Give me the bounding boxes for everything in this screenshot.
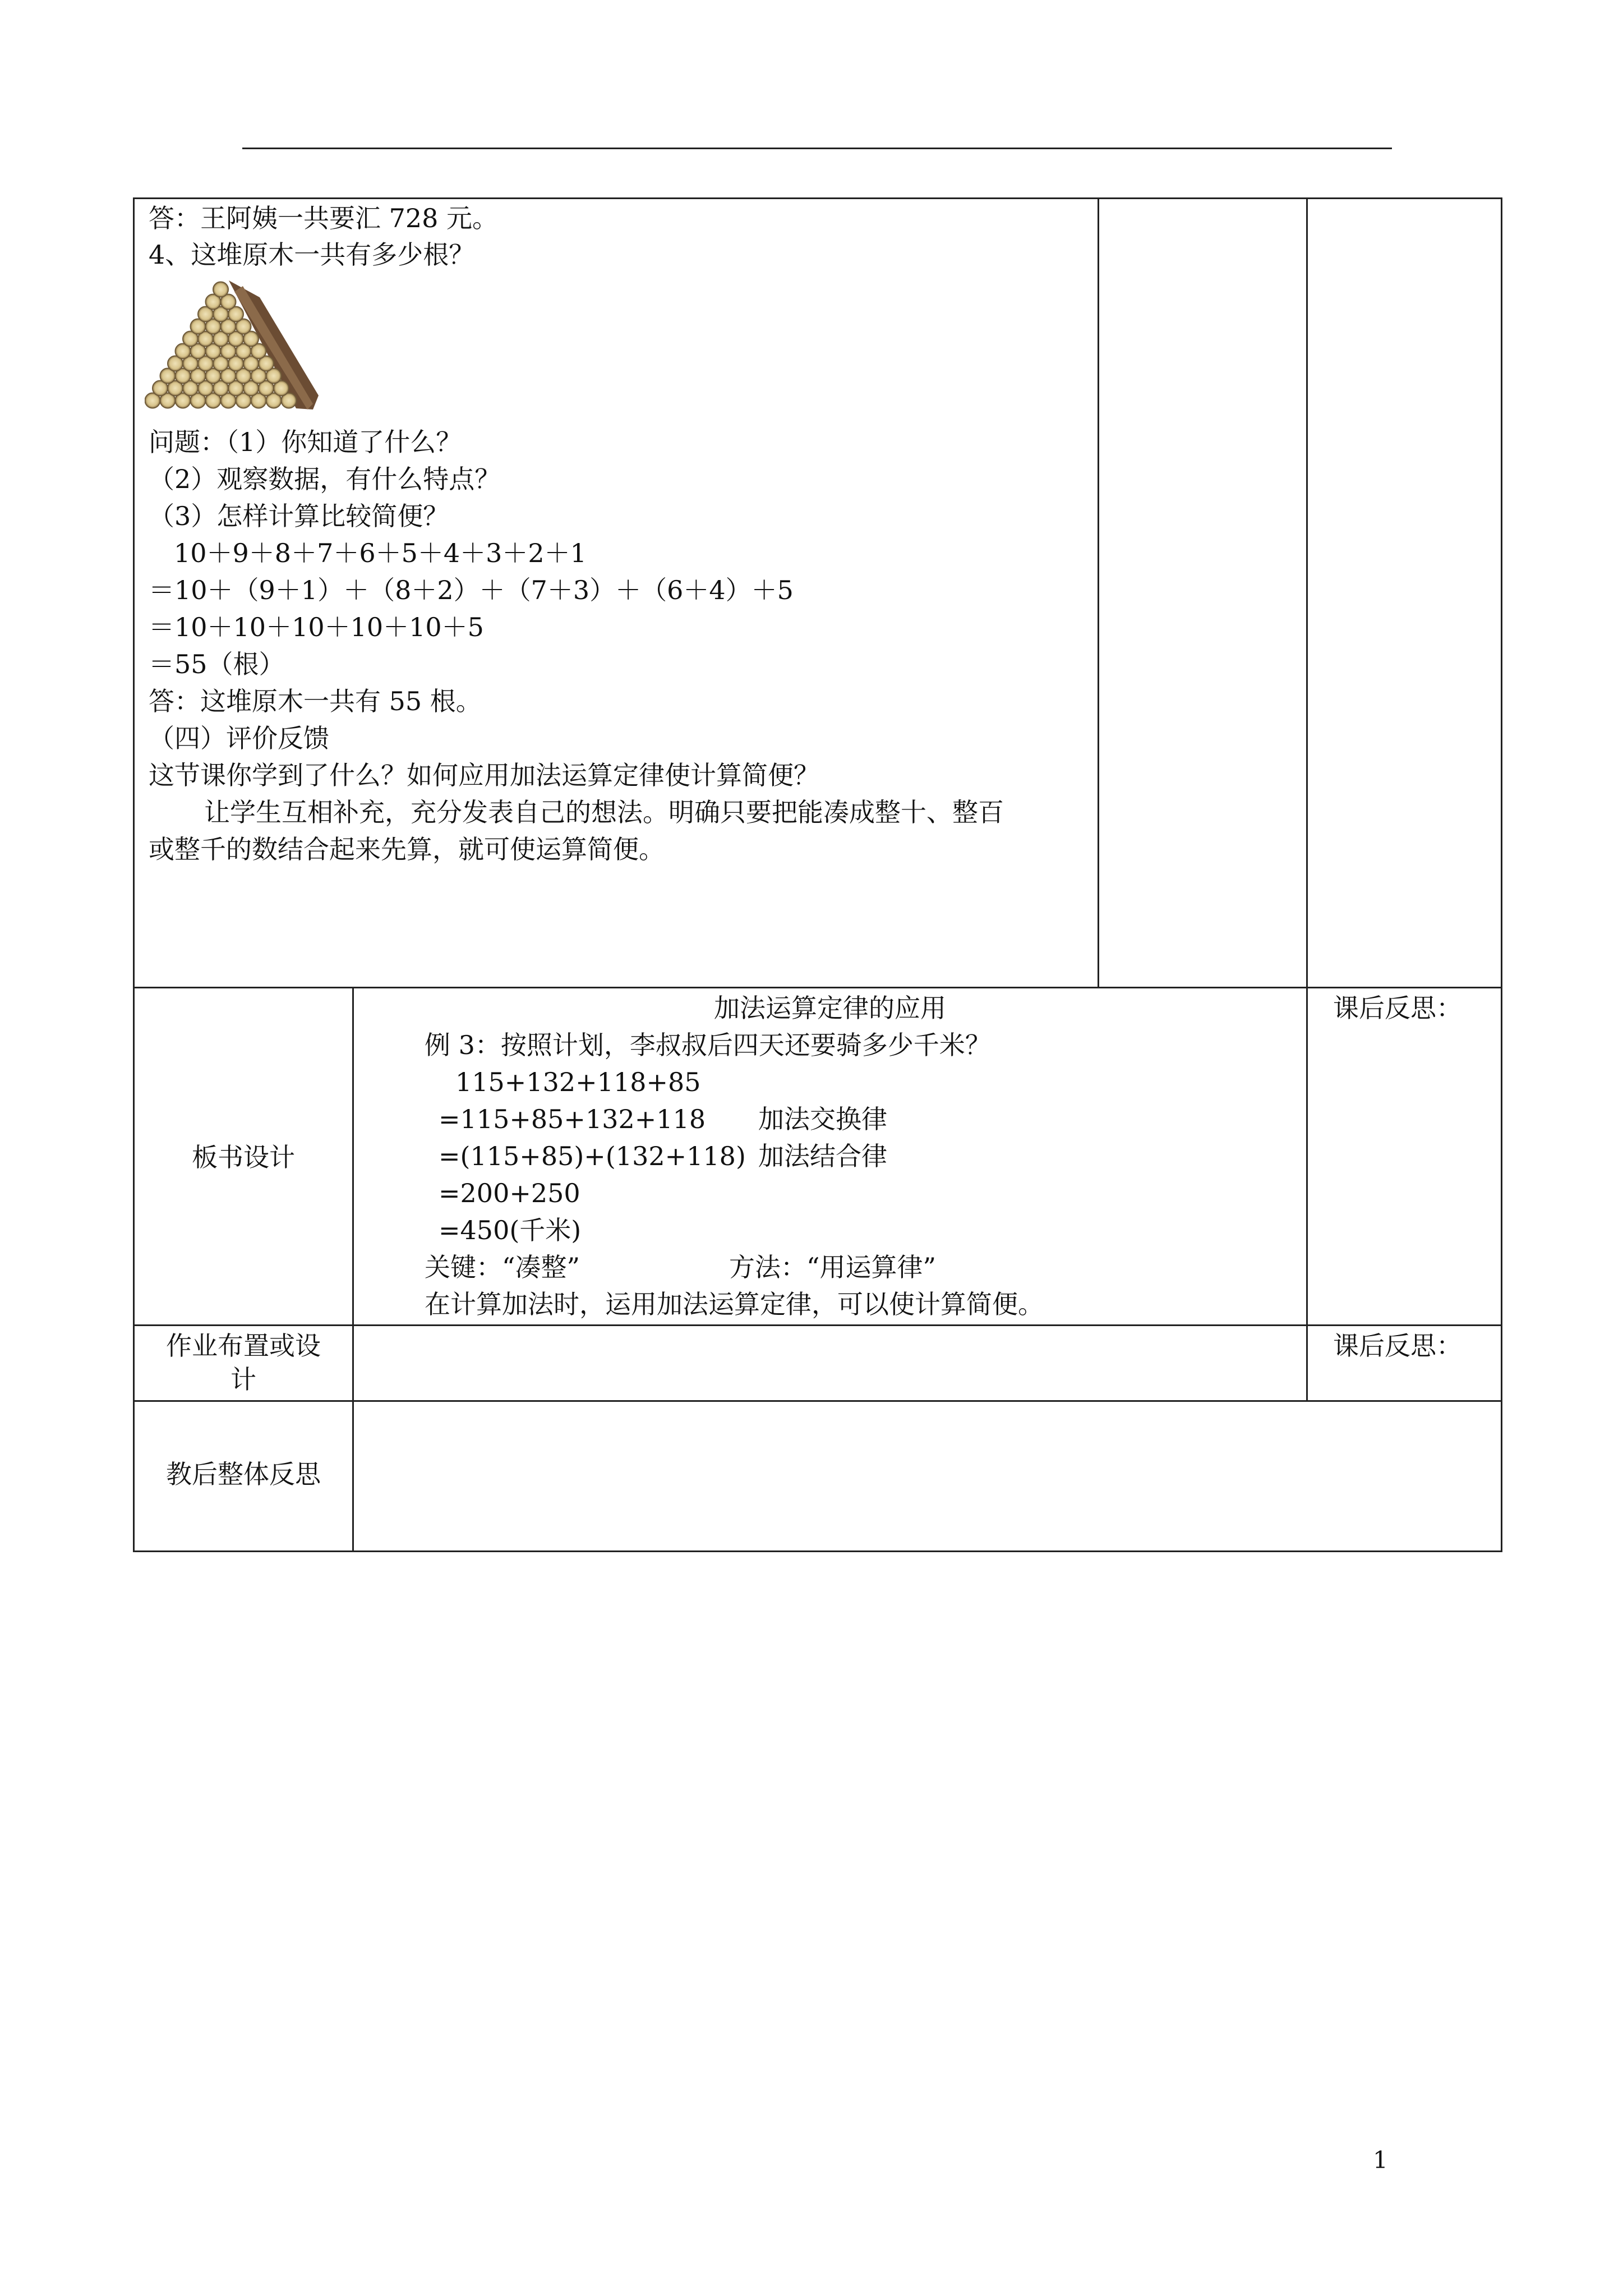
question-3: （3）怎样计算比较简便？ — [149, 501, 449, 531]
board-step-5: =450(千米) — [439, 1215, 582, 1245]
calc-line-1: 10＋9＋8＋7＋6＋5＋4＋3＋2＋1 — [174, 538, 587, 568]
board-reflection-label: 课后反思： — [1333, 993, 1462, 1023]
feedback-text-1: 让学生互相补充，充分发表自己的想法。明确只要把能凑成整十、整百 — [204, 797, 1004, 827]
calc-line-4: ＝55（根） — [149, 649, 285, 679]
column-divider — [352, 987, 354, 1552]
board-example: 例 3：按照计划，李叔叔后四天还要骑多少千米？ — [425, 1030, 991, 1060]
board-label: 板书设计 — [192, 1142, 295, 1172]
homework-label-line-1: 作业布置或设 — [166, 1331, 321, 1361]
homework-label-line-2: 计 — [230, 1364, 256, 1395]
question-2: （2）观察数据，有什么特点？ — [149, 464, 501, 494]
section-heading: （四）评价反馈 — [149, 723, 329, 753]
row-divider — [133, 1324, 1502, 1326]
board-step-2-note: 加法交换律 — [758, 1104, 887, 1134]
homework-reflection-label: 课后反思： — [1333, 1331, 1462, 1361]
answer-line: 答：王阿姨一共要汇 728 元。 — [149, 203, 499, 233]
answer-line-2: 答：这堆原木一共有 55 根。 — [149, 686, 482, 716]
board-step-3-note: 加法结合律 — [758, 1141, 887, 1171]
board-step-2: =115+85+132+118 — [439, 1104, 706, 1134]
overall-reflection-label: 教后整体反思 — [166, 1459, 321, 1489]
board-method: 方法：“用运算律” — [729, 1252, 937, 1282]
row-divider — [133, 987, 1502, 988]
row-divider — [133, 1400, 1502, 1402]
calc-line-2: ＝10＋（9＋1）＋（8＋2）＋（7＋3）＋（6＋4）＋5 — [149, 575, 794, 605]
feedback-question: 这节课你学到了什么？如何应用加法运算定律使计算简便？ — [149, 760, 819, 790]
board-title: 加法运算定律的应用 — [714, 993, 946, 1023]
header-rule — [242, 148, 1392, 149]
board-step-4: =200+250 — [439, 1178, 580, 1208]
calc-line-3: ＝10＋10＋10＋10＋10＋5 — [149, 612, 484, 642]
board-summary: 在计算加法时，运用加法运算定律，可以使计算简便。 — [425, 1289, 1044, 1319]
board-step-3: =(115+85)+(132+118) — [439, 1141, 746, 1171]
board-key: 关键：“凑整” — [425, 1252, 580, 1282]
feedback-text-2: 或整千的数结合起来先算，就可使运算简便。 — [149, 834, 665, 864]
page-number: 1 — [1373, 2146, 1388, 2174]
column-divider — [1306, 197, 1308, 1401]
column-divider — [1098, 197, 1099, 988]
board-step-1: 115+132+118+85 — [455, 1067, 701, 1097]
question-heading: 4、这堆原木一共有多少根？ — [149, 240, 475, 270]
log-pile-image — [145, 275, 320, 414]
question-1: 问题：（1）你知道了什么？ — [149, 427, 462, 457]
